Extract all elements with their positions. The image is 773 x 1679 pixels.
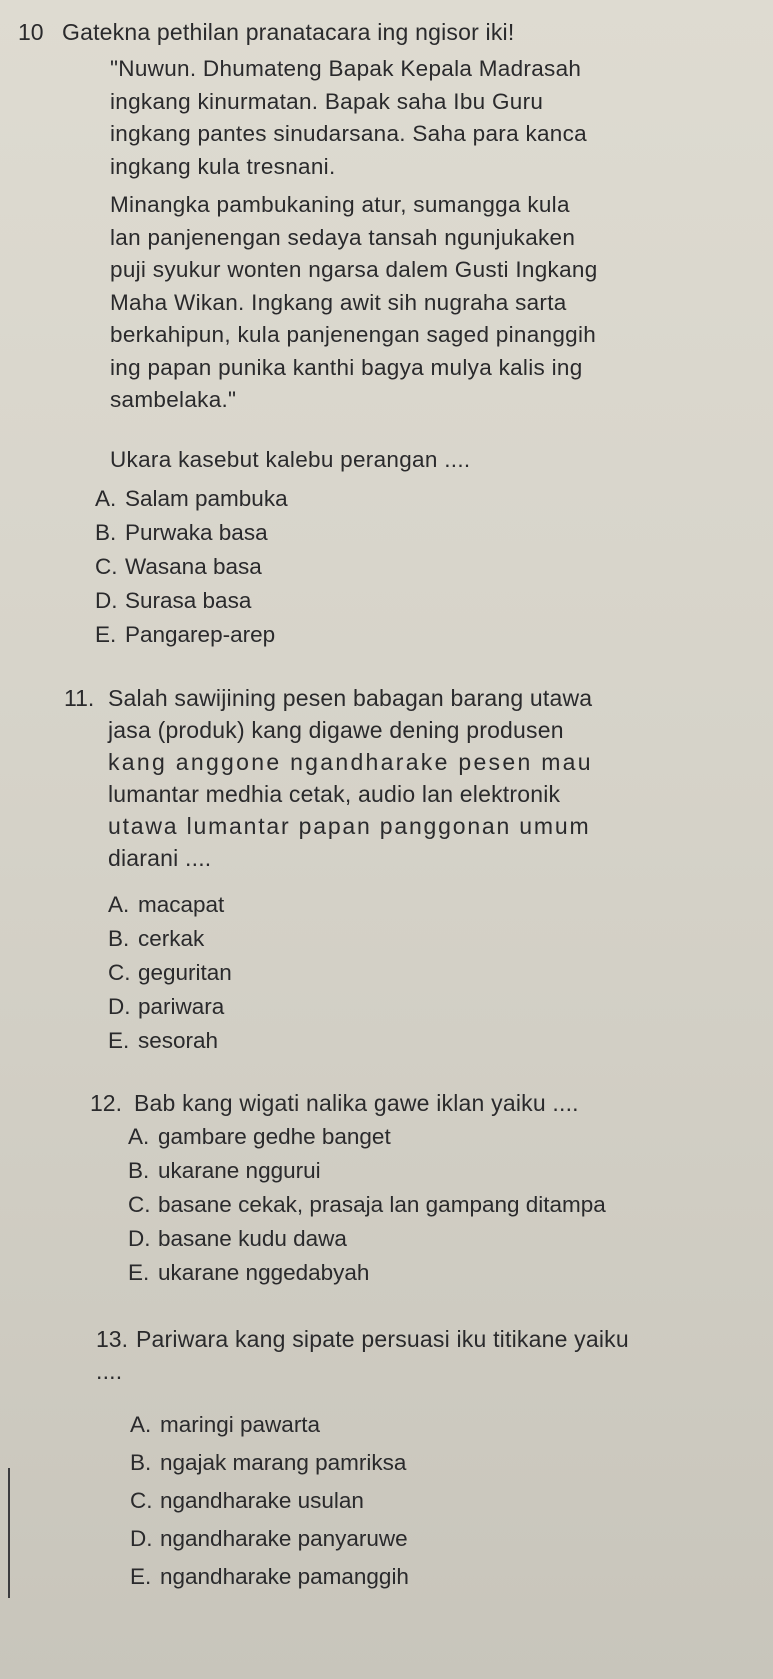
prompt-line: Salah sawijining pesen babagan barang utawa bbox=[108, 685, 593, 711]
option-text: ngandharake usulan bbox=[160, 1488, 364, 1513]
option-text: pariwara bbox=[138, 994, 225, 1019]
prompt-line: utawa lumantar papan panggonan umum bbox=[108, 813, 591, 839]
question-prompt bbox=[136, 1323, 629, 1355]
option-letter: B. bbox=[95, 520, 117, 545]
option-text: Purwaka basa bbox=[125, 520, 268, 545]
question-prompt bbox=[108, 682, 593, 874]
question-13-header bbox=[0, 1323, 773, 1355]
passage-line: ing papan punika kanthi bagya mulya kalis ing bbox=[110, 354, 583, 380]
option-text: gambare gedhe banget bbox=[158, 1124, 391, 1149]
option-a[interactable] bbox=[130, 1406, 409, 1444]
option-c[interactable] bbox=[108, 956, 232, 990]
option-letter: A. bbox=[128, 1124, 150, 1149]
option-text: basane kudu dawa bbox=[158, 1226, 347, 1251]
passage-line: Minangka pambukaning atur, sumangga kula bbox=[110, 192, 570, 217]
option-letter: D. bbox=[128, 1226, 151, 1251]
option-letter: D. bbox=[130, 1526, 153, 1551]
question-number: 12. bbox=[90, 1090, 122, 1116]
question-12-options bbox=[128, 1120, 606, 1290]
question-11-options bbox=[108, 888, 232, 1058]
option-e[interactable] bbox=[108, 1024, 232, 1058]
option-text: Surasa basa bbox=[125, 588, 252, 613]
option-d[interactable] bbox=[128, 1222, 606, 1256]
option-letter: E. bbox=[95, 622, 117, 647]
option-a[interactable] bbox=[95, 482, 288, 516]
passage-line: ingkang kinurmatan. Bapak saha Ibu Guru bbox=[110, 88, 544, 114]
option-text: basane cekak, prasaja lan gampang ditampa bbox=[158, 1192, 606, 1217]
question-12-header bbox=[0, 1087, 773, 1119]
question-11-header bbox=[0, 682, 773, 874]
option-c[interactable] bbox=[130, 1482, 409, 1520]
option-letter: B. bbox=[108, 926, 130, 951]
question-12 bbox=[0, 1087, 773, 1119]
passage-line: sambelaka." bbox=[110, 387, 237, 412]
prompt-line: jasa (produk) kang digawe dening produsen bbox=[108, 717, 564, 743]
option-text: cerkak bbox=[138, 926, 205, 951]
question-11 bbox=[0, 682, 773, 874]
option-e[interactable] bbox=[128, 1256, 606, 1290]
option-letter: A. bbox=[95, 486, 117, 511]
question-number: 10 bbox=[18, 19, 44, 45]
question-10 bbox=[0, 16, 773, 48]
question-10-stem: Ukara kasebut kalebu perangan .... bbox=[110, 447, 471, 472]
option-d[interactable] bbox=[95, 584, 288, 618]
option-c[interactable] bbox=[95, 550, 288, 584]
prompt-line: diarani .... bbox=[108, 845, 212, 871]
option-c[interactable] bbox=[128, 1188, 606, 1222]
question-number: 11. bbox=[64, 685, 95, 711]
passage-line: lan panjenengan sedaya tansah ngunjukaken bbox=[110, 224, 576, 250]
option-e[interactable] bbox=[95, 618, 288, 652]
passage-line: "Nuwun. Dhumateng Bapak Kepala Madrasah bbox=[110, 56, 582, 81]
question-13-options bbox=[130, 1406, 409, 1596]
option-text: ngajak marang pamriksa bbox=[160, 1450, 407, 1475]
option-letter: B. bbox=[128, 1158, 150, 1183]
option-letter: C. bbox=[130, 1488, 153, 1513]
option-letter: C. bbox=[108, 960, 131, 985]
passage-line: berkahipun, kula panjenengan saged pinanggih bbox=[110, 322, 597, 347]
option-b[interactable] bbox=[108, 922, 232, 956]
option-a[interactable] bbox=[128, 1120, 606, 1154]
option-d[interactable] bbox=[130, 1520, 409, 1558]
question-10-header bbox=[0, 16, 773, 48]
option-text: geguritan bbox=[138, 960, 232, 985]
option-text: Salam pambuka bbox=[125, 486, 288, 511]
option-text: maringi pawarta bbox=[160, 1412, 321, 1437]
option-text: Wasana basa bbox=[125, 554, 262, 579]
option-letter: A. bbox=[130, 1412, 152, 1437]
passage-line: puji syukur wonten ngarsa dalem Gusti Ingkang bbox=[110, 257, 598, 282]
question-10-options bbox=[95, 482, 288, 652]
option-letter: D. bbox=[108, 994, 131, 1019]
option-text: ngandharake pamanggih bbox=[160, 1564, 409, 1589]
option-letter: C. bbox=[128, 1192, 151, 1217]
option-letter: E. bbox=[130, 1564, 152, 1589]
option-a[interactable] bbox=[108, 888, 232, 922]
option-b[interactable] bbox=[128, 1154, 606, 1188]
question-13 bbox=[0, 1323, 773, 1387]
option-letter: B. bbox=[130, 1450, 152, 1475]
question-prompt: Gatekna pethilan pranatacara ing ngisor iki! bbox=[62, 19, 515, 45]
prompt-line: Pariwara kang sipate persuasi iku titikane yaiku bbox=[136, 1326, 629, 1352]
option-b[interactable] bbox=[95, 516, 288, 550]
option-letter: D. bbox=[95, 588, 118, 613]
option-letter: E. bbox=[108, 1028, 130, 1053]
prompt-line: lumantar medhia cetak, audio lan elektronik bbox=[108, 781, 561, 807]
option-text: Pangarep-arep bbox=[125, 622, 276, 647]
question-number: 13. bbox=[96, 1326, 128, 1352]
option-text: ngandharake panyaruwe bbox=[160, 1526, 408, 1551]
option-e[interactable] bbox=[130, 1558, 409, 1596]
option-text: ukarane nggedabyah bbox=[158, 1260, 370, 1285]
prompt-line: kang anggone ngandharake pesen mau bbox=[108, 749, 593, 775]
pranatacara-passage bbox=[110, 53, 710, 417]
page-margin-line bbox=[8, 1468, 10, 1598]
option-b[interactable] bbox=[130, 1444, 409, 1482]
option-d[interactable] bbox=[108, 990, 232, 1024]
prompt-line: .... bbox=[96, 1358, 123, 1384]
option-text: macapat bbox=[138, 892, 225, 917]
option-text: sesorah bbox=[138, 1028, 219, 1053]
question-prompt: Bab kang wigati nalika gawe iklan yaiku .... bbox=[134, 1090, 579, 1116]
option-letter: C. bbox=[95, 554, 118, 579]
option-letter: A. bbox=[108, 892, 130, 917]
passage-line: ingkang pantes sinudarsana. Saha para kanca bbox=[110, 121, 587, 146]
passage-line: ingkang kula tresnani. bbox=[110, 153, 336, 179]
passage-line: Maha Wikan. Ingkang awit sih nugraha sarta bbox=[110, 289, 567, 315]
option-text: ukarane nggurui bbox=[158, 1158, 321, 1183]
option-letter: E. bbox=[128, 1260, 150, 1285]
